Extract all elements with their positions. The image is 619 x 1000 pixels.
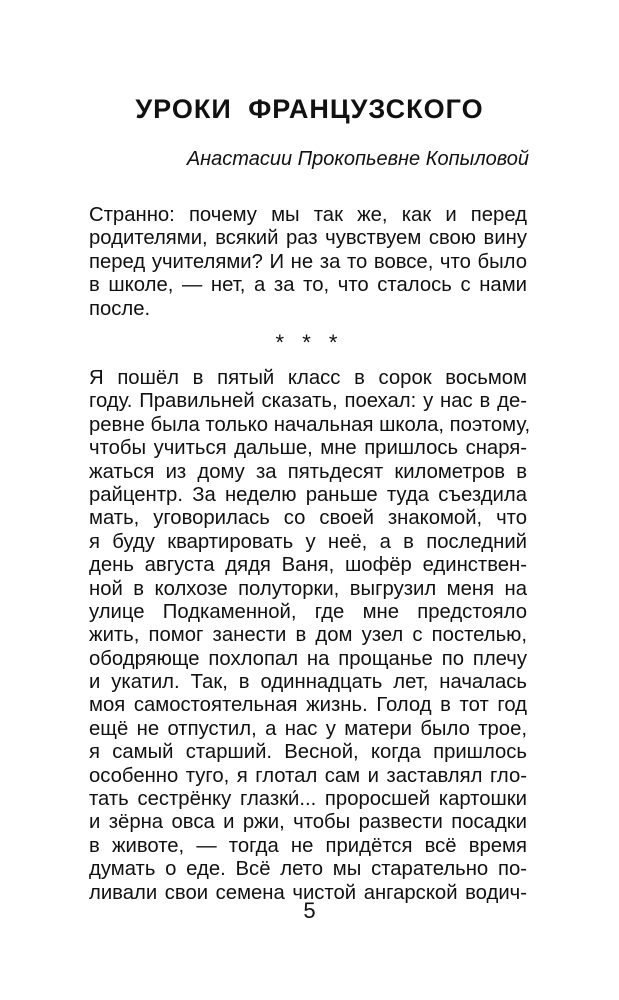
epigraph-line: в школе, — нет, а за то, что сталось с нами — [89, 274, 527, 297]
body-line: и зёрна овса и ржи, чтобы развести посадки — [89, 811, 527, 834]
body-line: я самый старший. Весной, когда пришлось — [89, 741, 527, 764]
body-line: райцентр. За неделю раньше туда съездила — [89, 483, 527, 506]
body-line: день августа дядя Ваня, шофёр единствен- — [89, 554, 527, 577]
body-line: улице Подкаменной, где мне предстояло — [89, 600, 527, 623]
body-line: особенно туго, я глотал сам и заставлял гло- — [89, 764, 527, 787]
body-line: чтобы учиться дальше, мне пришлось снаря- — [89, 437, 527, 460]
body-line: я буду квартировать у неё, а в последний — [89, 530, 527, 553]
page-number: 5 — [303, 898, 316, 923]
body-line: в животе, — тогда не придётся всё время — [89, 834, 527, 857]
chapter-title: УРОКИ ФРАНЦУЗСКОГО — [135, 94, 484, 124]
body-line: ещё не отпустил, а нас у матери было трое, — [89, 717, 527, 740]
body-line: тать сестрёнку глазки́... проросшей картошки — [89, 788, 527, 811]
body-line: жить, помог занести в дом узел с постелью, — [89, 624, 527, 647]
body-line: году. Правильней сказать, поехал: у нас в де- — [89, 390, 527, 413]
epigraph-line: родителями, всякий раз чувствуем свою вину — [89, 227, 527, 250]
epigraph-line: после. — [89, 297, 151, 320]
body-line: мать, уговорилась со своей знакомой, что — [89, 507, 527, 530]
body-line: ливали свои семена чистой ангарской водич- — [89, 881, 527, 904]
body-line: и укатил. Так, в одиннадцать лет, началась — [89, 671, 527, 694]
section-separator: * * * — [275, 330, 344, 355]
body-line: ной в колхозе полуторки, выгрузил меня на — [89, 577, 527, 600]
body-line: моя самостоятельная жизнь. Голод в тот год — [89, 694, 527, 717]
body-line: ревне была только начальная школа, поэтому, — [89, 413, 531, 436]
body-line: жаться из дому за пятьдесят километров в — [89, 460, 527, 483]
epigraph-line: перед учителями? И не за то вовсе, что было — [89, 250, 527, 273]
epigraph-paragraph — [89, 204, 527, 321]
body-line: думать о еде. Всё лето мы старательно по- — [89, 858, 527, 881]
dedication: Анастасии Прокопьевне Копыловой — [186, 148, 529, 170]
body-line: Я пошёл в пятый класс в сорок восьмом — [89, 367, 527, 389]
epigraph-line: Странно: почему мы так же, как и перед — [89, 204, 527, 226]
body-paragraph — [89, 367, 531, 905]
body-line: ободряюще похлопал на прощанье по плечу — [89, 647, 527, 670]
